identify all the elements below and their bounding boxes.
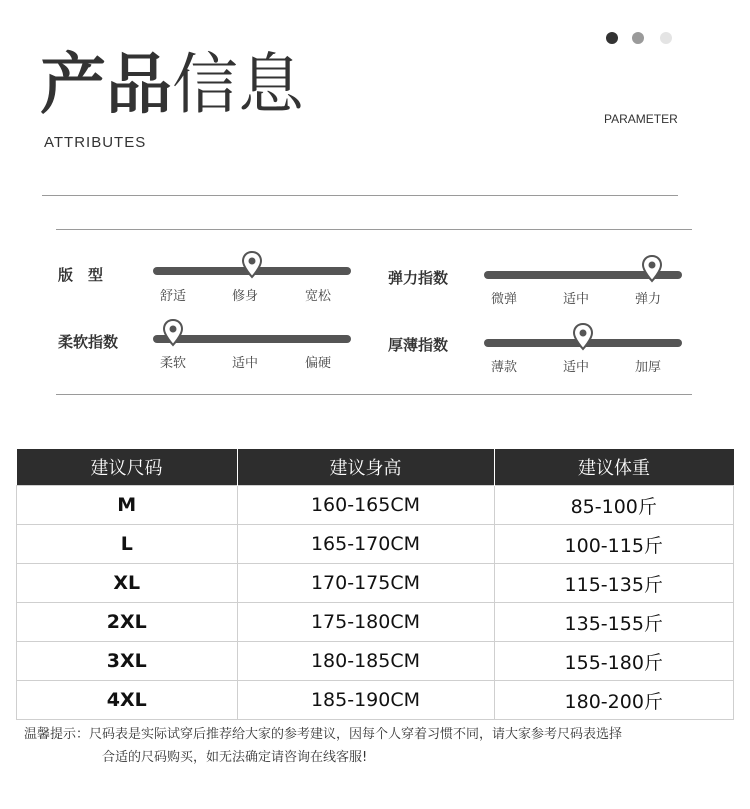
- attr-label-elasticity: 弹力指数: [388, 269, 449, 287]
- cell-height: 160-165CM: [237, 486, 494, 525]
- attributes-subtitle: ATTRIBUTES: [44, 134, 147, 151]
- page-dot-2: [632, 32, 644, 44]
- table-row: [17, 525, 734, 564]
- page-dot-1: [606, 32, 618, 44]
- cell-size: 3XL: [17, 642, 238, 681]
- page-title: [40, 40, 304, 130]
- cell-height: 185-190CM: [237, 681, 494, 720]
- cell-height: 175-180CM: [237, 603, 494, 642]
- tick-thickness-1: 薄款: [491, 360, 518, 375]
- cell-weight: 135-155斤: [494, 603, 734, 642]
- table-header-row: [17, 449, 734, 486]
- table-row: [17, 564, 734, 603]
- note-line-1: 温馨提示：尺码表是实际试穿后推荐给大家的参考建议，因每个人穿着习惯不同，请大家参考尺码表选择: [24, 727, 623, 742]
- attr-label-version: 版 型: [58, 266, 104, 284]
- table-row: [17, 486, 734, 525]
- cell-size: XL: [17, 564, 238, 603]
- cell-size: M: [17, 486, 238, 525]
- note-line-2: 合适的尺码购买，如无法确定请咨询在线客服!: [102, 750, 368, 765]
- divider-top-2: [56, 229, 692, 230]
- header-size: 建议尺码: [17, 449, 238, 486]
- title-bold: 产品: [40, 46, 172, 123]
- location-pin-icon: [572, 323, 594, 351]
- tick-version-3: 宽松: [305, 289, 332, 304]
- divider-attrs-bottom: [56, 394, 692, 395]
- cell-weight: 155-180斤: [494, 642, 734, 681]
- cell-weight: 115-135斤: [494, 564, 734, 603]
- cell-height: 170-175CM: [237, 564, 494, 603]
- attr-label-thickness: 厚薄指数: [388, 336, 449, 354]
- size-note: [24, 723, 734, 769]
- page-dot-3: [660, 32, 672, 44]
- location-pin-icon: [241, 251, 263, 279]
- tick-softness-2: 适中: [232, 356, 259, 371]
- parameter-label: PARAMETER: [604, 112, 678, 126]
- location-pin-icon: [162, 319, 184, 347]
- attr-label-softness: 柔软指数: [58, 333, 119, 351]
- table-row: [17, 603, 734, 642]
- table-row: [17, 681, 734, 720]
- header-weight: 建议体重: [494, 449, 734, 486]
- tick-elasticity-3: 弹力: [635, 292, 662, 307]
- cell-height: 180-185CM: [237, 642, 494, 681]
- tick-softness-1: 柔软: [160, 356, 187, 371]
- tick-thickness-3: 加厚: [635, 360, 662, 375]
- tick-thickness-2: 适中: [563, 360, 590, 375]
- tick-version-1: 舒适: [160, 289, 187, 304]
- cell-weight: 180-200斤: [494, 681, 734, 720]
- divider-top-1: [42, 195, 678, 196]
- cell-size: 2XL: [17, 603, 238, 642]
- cell-size: 4XL: [17, 681, 238, 720]
- title-light: 信息: [172, 46, 304, 123]
- size-table: [16, 449, 734, 720]
- header-height: 建议身高: [237, 449, 494, 486]
- cell-weight: 100-115斤: [494, 525, 734, 564]
- location-pin-icon: [641, 255, 663, 283]
- tick-version-2: 修身: [232, 289, 259, 304]
- cell-height: 165-170CM: [237, 525, 494, 564]
- cell-weight: 85-100斤: [494, 486, 734, 525]
- table-row: [17, 642, 734, 681]
- tick-elasticity-1: 微弹: [491, 292, 518, 307]
- tick-softness-3: 偏硬: [305, 356, 332, 371]
- cell-size: L: [17, 525, 238, 564]
- tick-elasticity-2: 适中: [563, 292, 590, 307]
